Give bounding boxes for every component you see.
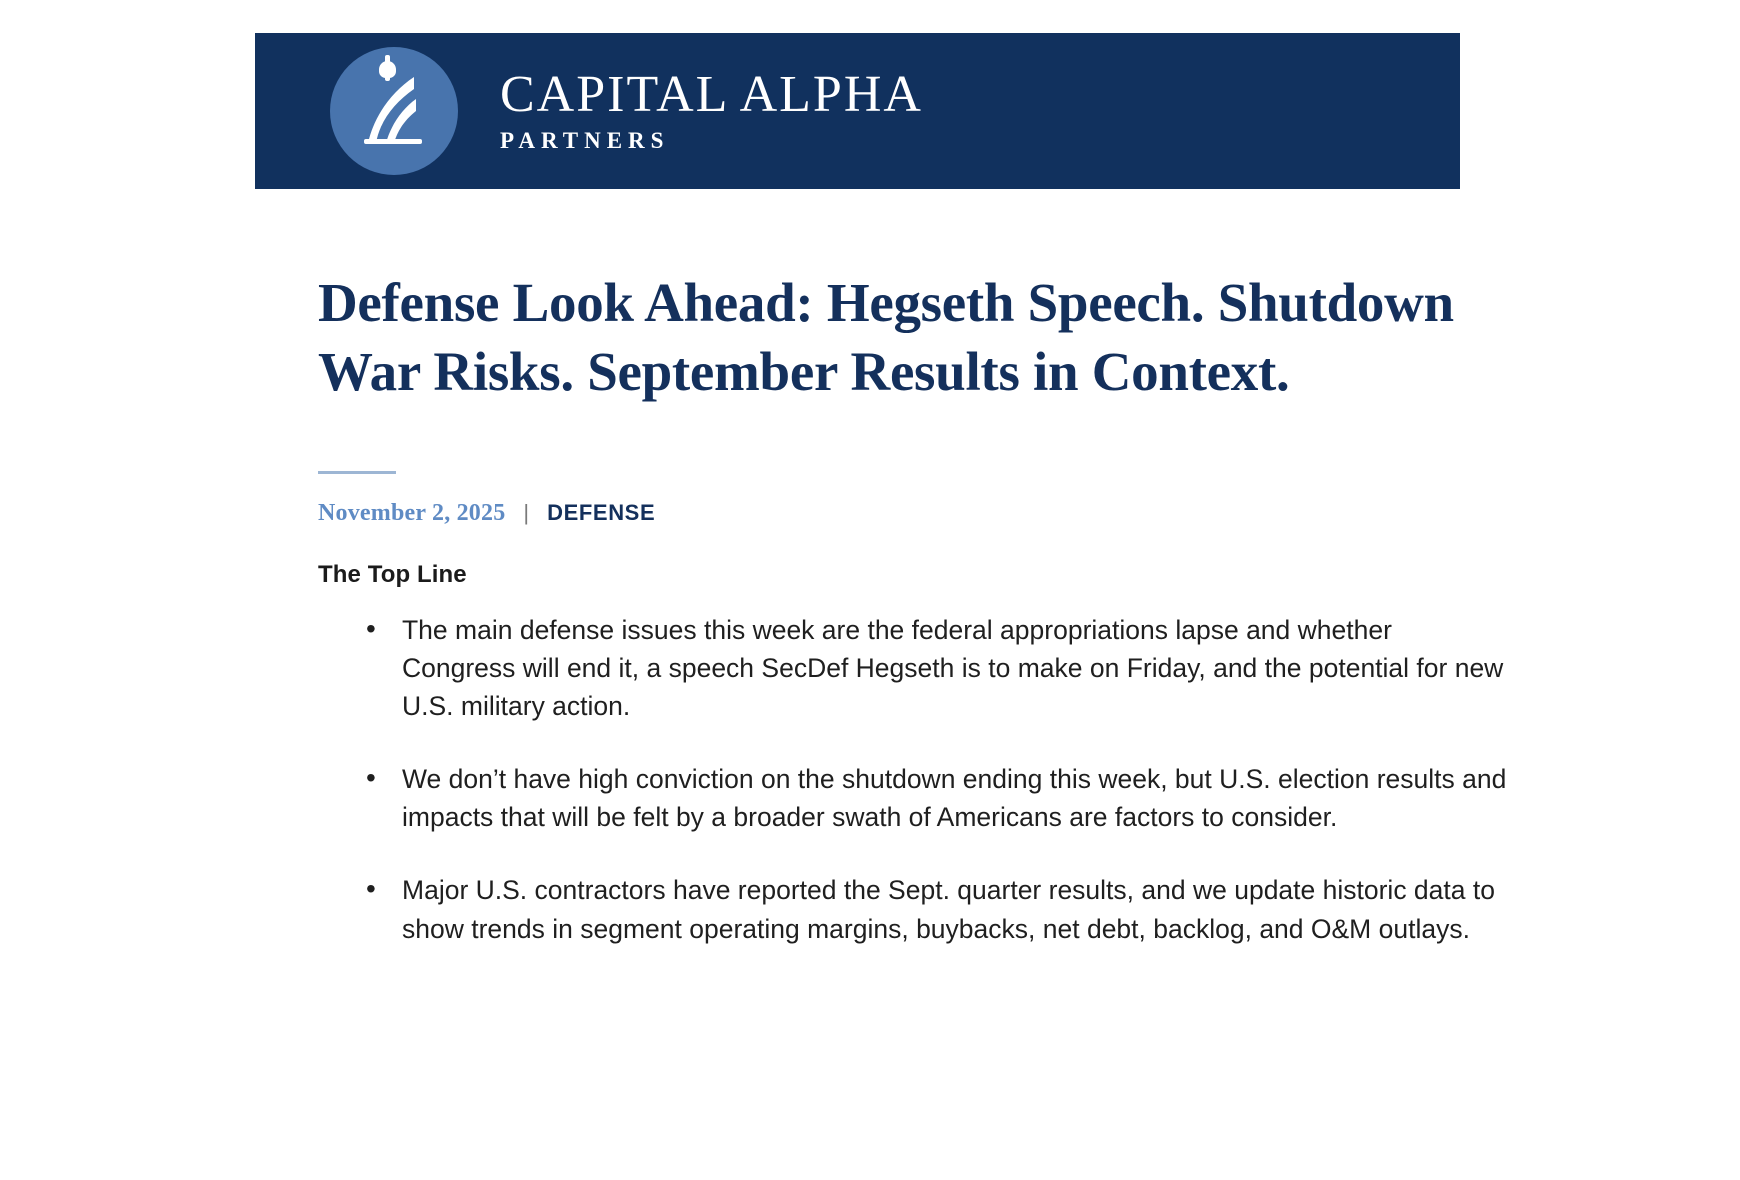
logo-sail-icon — [364, 73, 422, 147]
list-item: • We don’t have high conviction on the shutdown ending this week, but U.S. election results and impacts that will be felt by a broader swath of Americans are factors to consider. — [366, 760, 1508, 836]
title-divider — [318, 471, 396, 474]
capital-alpha-logo-icon — [330, 47, 458, 175]
page-title: Defense Look Ahead: Hegseth Speech. Shutdown War Risks. September Results in Context. — [318, 272, 1454, 403]
section-heading: The Top Line — [318, 560, 467, 588]
meta-separator: | — [523, 499, 530, 525]
article-meta — [318, 500, 1508, 527]
brand-name: CAPITAL ALPHA — [500, 65, 923, 123]
publish-date: November 2, 2025 — [318, 499, 506, 526]
brand-header-band — [255, 33, 1460, 189]
brand-subtitle: PARTNERS — [500, 128, 670, 154]
list-item: • Major U.S. contractors have reported the Sept. quarter results, and we update historic data to show trends in segment operating margins, buybacks, net debt, backlog, and O&M outlays. — [366, 871, 1508, 947]
brand-wordmark — [500, 65, 923, 155]
list-item: • The main defense issues this week are the federal appropriations lapse and whether Congress will end it, a speech SecDef Hegseth is to make on Friday, and the potential for new U.S. military action. — [366, 611, 1508, 725]
article-body — [318, 268, 1508, 983]
category-label: DEFENSE — [547, 499, 656, 525]
top-line-bullet-list — [318, 611, 1508, 948]
